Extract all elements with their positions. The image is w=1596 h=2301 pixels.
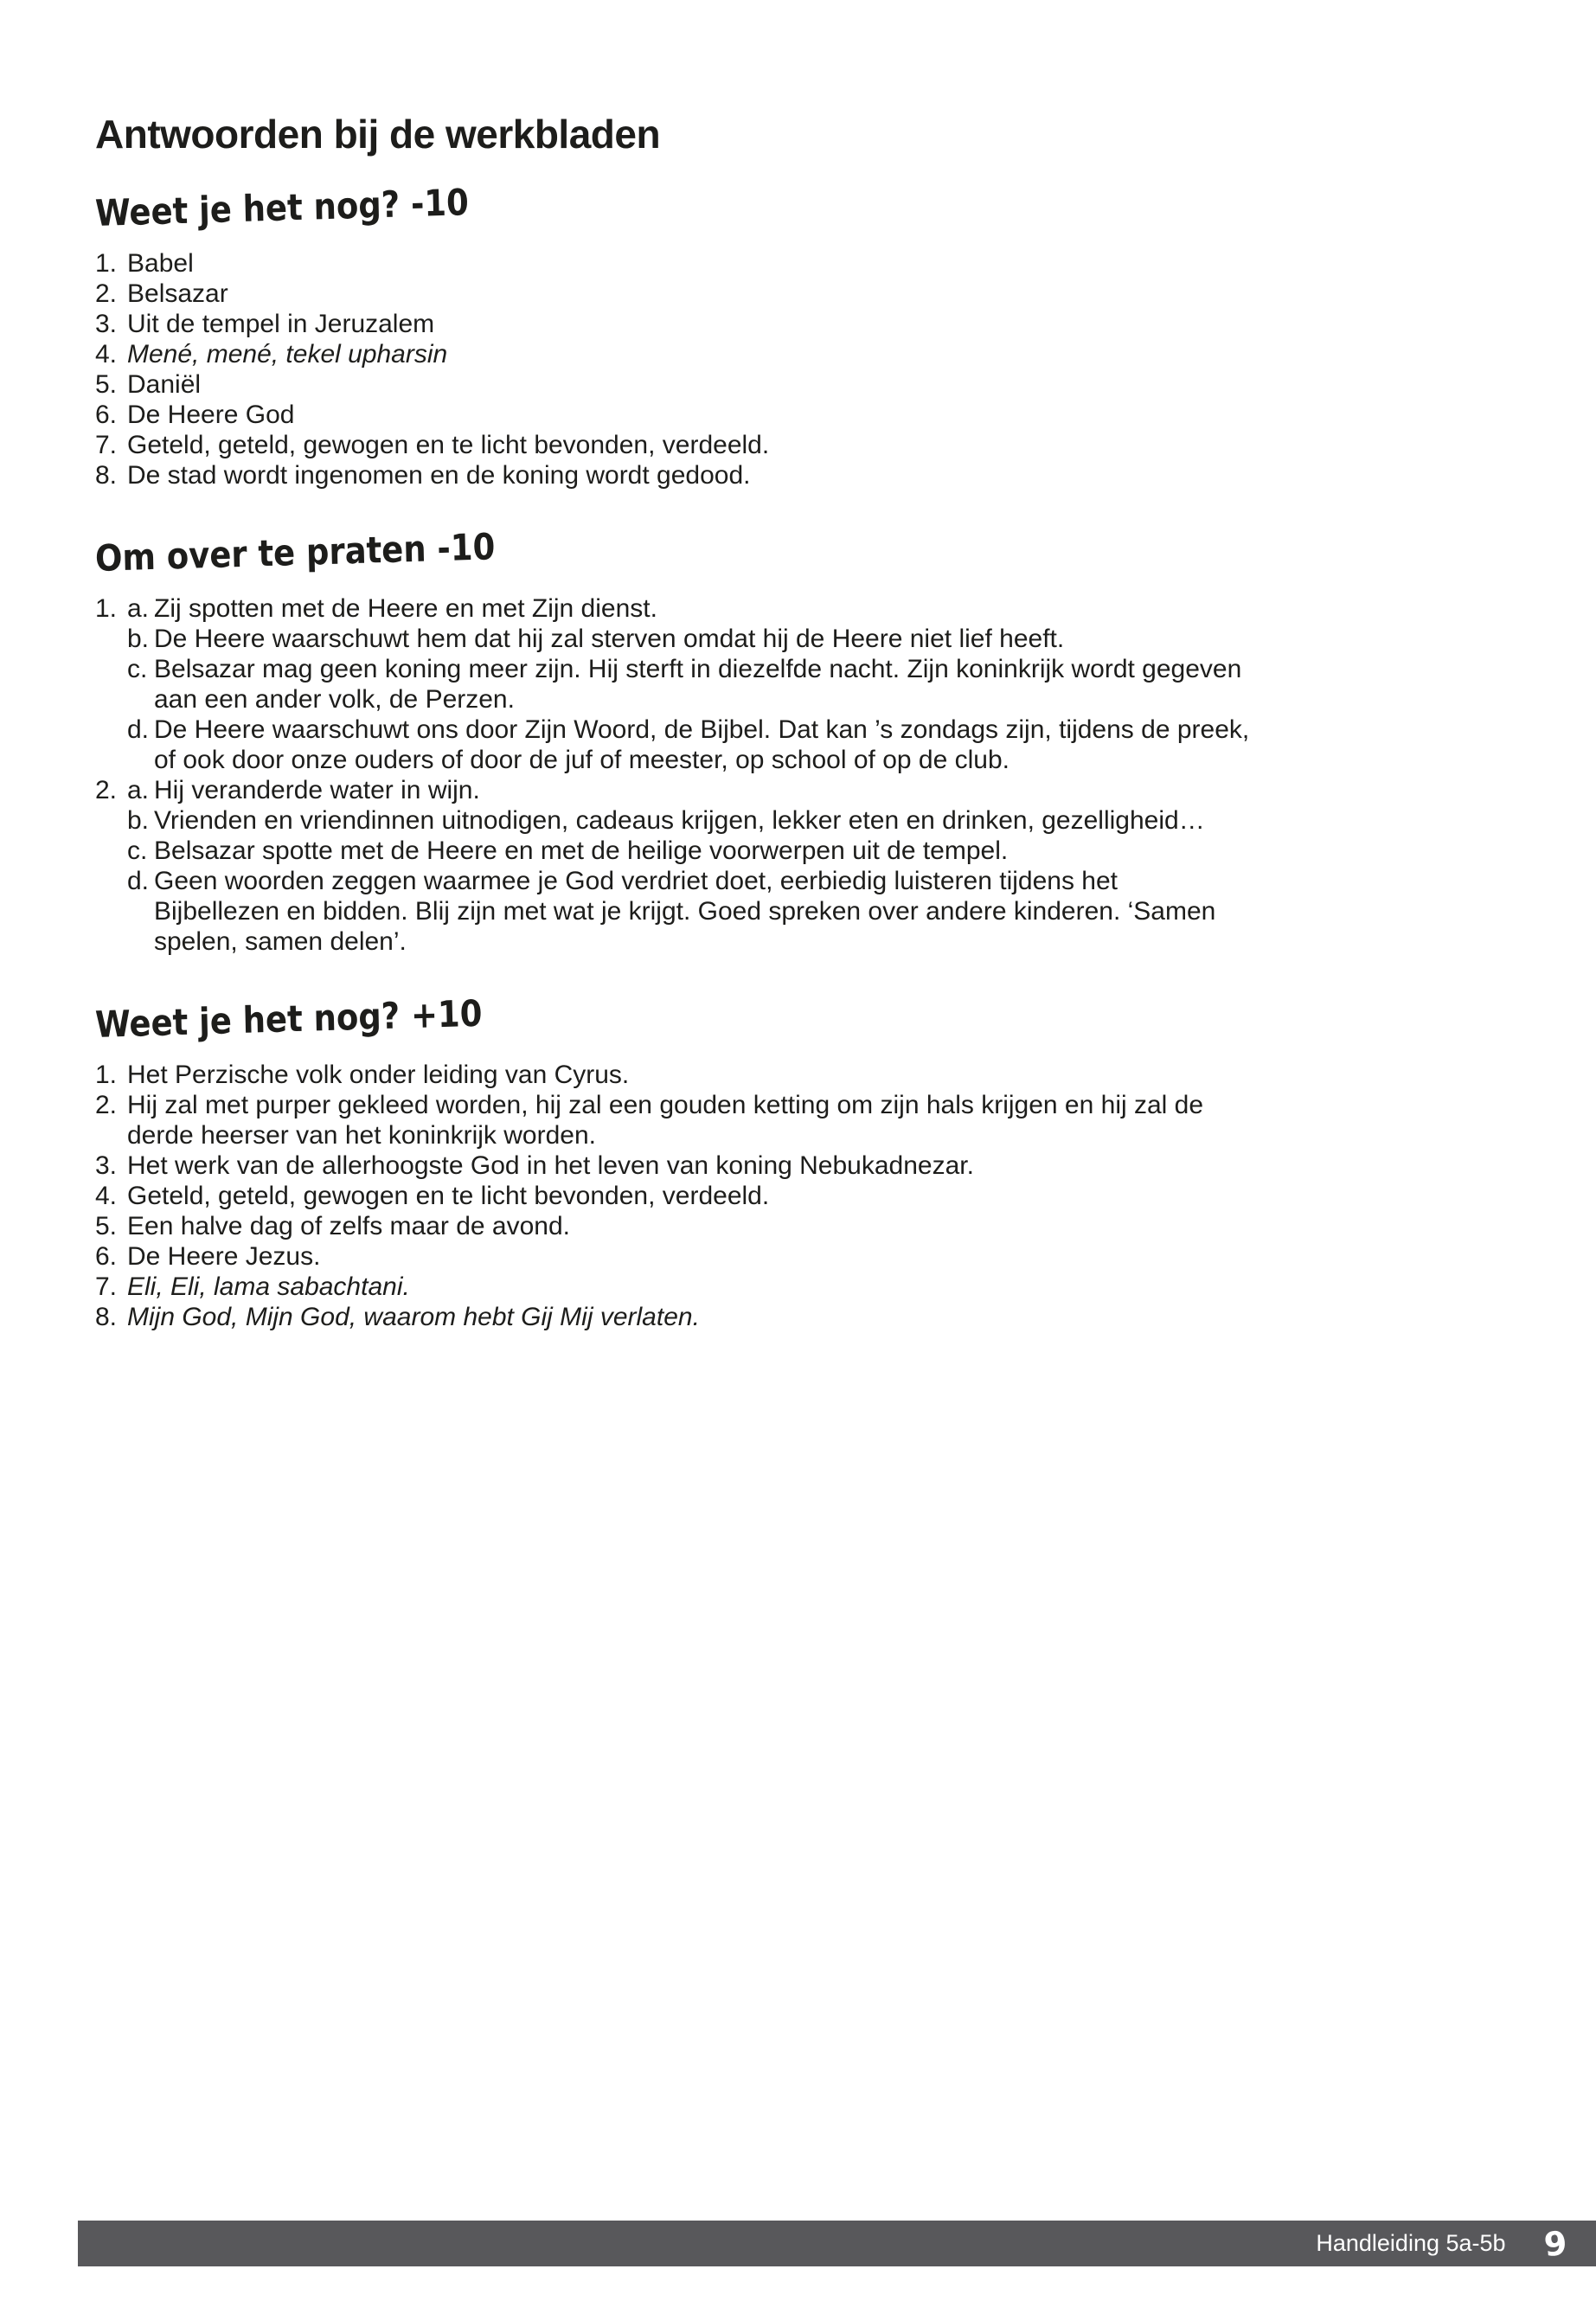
subitem <box>127 654 1250 715</box>
item-number: 6. <box>95 1242 118 1271</box>
item-number: 1. <box>95 594 118 623</box>
list-item <box>95 1060 1250 1090</box>
subitem-text: De Heere waarschuwt hem dat hij zal sterven omdat hij de Heere niet lief heeft. <box>154 625 1065 653</box>
page-number: 9 <box>1542 2223 1568 2264</box>
list-item <box>95 248 1250 279</box>
item-number: 2. <box>95 776 118 804</box>
subitem-text: De Heere waarschuwt ons door Zijn Woord, de Bijbel. Dat kan ’s zondags zijn, tijdens de preek, of ook door onze ouders of door de juf of meester, op school of op de club. <box>154 715 1250 774</box>
item-text: Geteld, geteld, gewogen en te licht bevonden, verdeeld. <box>127 431 770 459</box>
item-text: Het werk van de allerhoogste God in het leven van koning Nebukadnezar. <box>127 1151 974 1180</box>
subitem <box>127 805 1250 836</box>
subitem-list <box>127 775 1250 957</box>
list-item <box>95 1302 1250 1332</box>
item-text: Uit de tempel in Jeruzalem <box>127 310 435 338</box>
list-item <box>95 339 1250 369</box>
item-text: Belsazar <box>127 279 228 308</box>
item-number: 3. <box>95 1151 118 1180</box>
list-item <box>95 460 1250 490</box>
subitem <box>127 836 1250 866</box>
subitem-text: Belsazar mag geen koning meer zijn. Hij sterft in diezelfde nacht. Zijn koninkrijk wordt gegeven aan een ander volk, de Perzen. <box>154 655 1242 714</box>
page-title: Antwoorden bij de werkbladen <box>95 112 661 157</box>
subitem <box>127 715 1250 775</box>
item-number: 7. <box>95 431 118 459</box>
item-number: 1. <box>95 249 118 278</box>
item-number: 5. <box>95 1212 118 1240</box>
item-text: De stad wordt ingenomen en de koning wordt gedood. <box>127 461 751 490</box>
answer-list <box>95 1060 1250 1332</box>
subitem-text: Zij spotten met de Heere en met Zijn dienst. <box>154 594 657 623</box>
subitem-list <box>127 593 1250 775</box>
section-heading: Weet je het nog? +10 <box>94 991 483 1046</box>
section-om-over-te-praten-min10 <box>94 525 1250 957</box>
subitem <box>127 775 1250 805</box>
subitem-letter: d. <box>127 867 150 895</box>
list-item <box>95 1150 1250 1181</box>
subitem <box>127 593 1250 624</box>
item-number: 1. <box>95 1061 118 1089</box>
item-number: 8. <box>95 461 118 490</box>
item-text: Eli, Eli, lama sabachtani. <box>127 1272 410 1301</box>
item-number: 4. <box>95 1182 118 1210</box>
subitem-letter: b. <box>127 625 150 653</box>
item-number: 7. <box>95 1272 118 1301</box>
section-heading-wrap <box>94 525 1250 580</box>
item-number: 4. <box>95 340 118 369</box>
item-number: 5. <box>95 370 118 399</box>
footer-label: Handleiding 5a-5b <box>1316 2230 1506 2256</box>
item-text: Babel <box>127 249 194 278</box>
footer-bar <box>78 2221 1596 2266</box>
item-text: Het Perzische volk onder leiding van Cyrus. <box>127 1061 630 1089</box>
answer-list <box>95 248 1250 490</box>
item-text: De Heere Jezus. <box>127 1242 321 1271</box>
list-item <box>95 1211 1250 1241</box>
list-item <box>95 309 1250 339</box>
subitem-letter: c. <box>127 836 148 865</box>
item-text: Daniël <box>127 370 202 399</box>
list-item <box>95 1272 1250 1302</box>
section-heading: Weet je het nog? -10 <box>94 181 470 234</box>
subitem-letter: d. <box>127 715 150 744</box>
section-heading: Om over te praten -10 <box>94 525 496 580</box>
item-number: 6. <box>95 401 118 429</box>
subitem-text: Hij veranderde water in wijn. <box>154 776 480 804</box>
subitem-letter: b. <box>127 806 150 835</box>
item-text: De Heere God <box>127 401 295 429</box>
section-weet-je-het-nog-plus10 <box>94 991 1250 1332</box>
list-item <box>95 1181 1250 1211</box>
subitem <box>127 624 1250 654</box>
list-item <box>95 400 1250 430</box>
list-item <box>95 1090 1250 1150</box>
subitem-letter: a. <box>127 776 150 804</box>
subitem-letter: c. <box>127 655 148 683</box>
item-number: 2. <box>95 1091 118 1119</box>
item-text: Geteld, geteld, gewogen en te licht bevonden, verdeeld. <box>127 1182 770 1210</box>
subitem-text: Belsazar spotte met de Heere en met de heilige voorwerpen uit de tempel. <box>154 836 1009 865</box>
list-item <box>95 279 1250 309</box>
subitem-text: Geen woorden zeggen waarmee je God verdriet doet, eerbiedig luisteren tijdens het Bijbellezen en bidden. Blij zijn met wat je krijgt. Goed spreken over andere kinderen. ‘Samen spelen, samen delen’. <box>154 867 1216 956</box>
section-heading-wrap <box>94 991 1250 1046</box>
subitem-text: Vrienden en vriendinnen uitnodigen, cadeaus krijgen, lekker eten en drinken, gezelligheid… <box>154 806 1205 835</box>
subitem <box>127 866 1250 957</box>
list-item <box>95 593 1250 775</box>
item-text: Hij zal met purper gekleed worden, hij zal een gouden ketting om zijn hals krijgen en hij zal de derde heerser van het koninkrijk worden. <box>127 1091 1204 1150</box>
list-item <box>95 1241 1250 1272</box>
item-text: Een halve dag of zelfs maar de avond. <box>127 1212 570 1240</box>
item-number: 2. <box>95 279 118 308</box>
list-item <box>95 430 1250 460</box>
list-item <box>95 369 1250 400</box>
item-number: 8. <box>95 1303 118 1331</box>
section-heading-wrap <box>94 181 1250 234</box>
item-text: Mené, mené, tekel upharsin <box>127 340 448 369</box>
section-weet-je-het-nog-min10 <box>94 181 1250 490</box>
answer-list <box>95 593 1250 957</box>
item-text: Mijn God, Mijn God, waarom hebt Gij Mij verlaten. <box>127 1303 700 1331</box>
subitem-letter: a. <box>127 594 150 623</box>
item-number: 3. <box>95 310 118 338</box>
list-item <box>95 775 1250 957</box>
